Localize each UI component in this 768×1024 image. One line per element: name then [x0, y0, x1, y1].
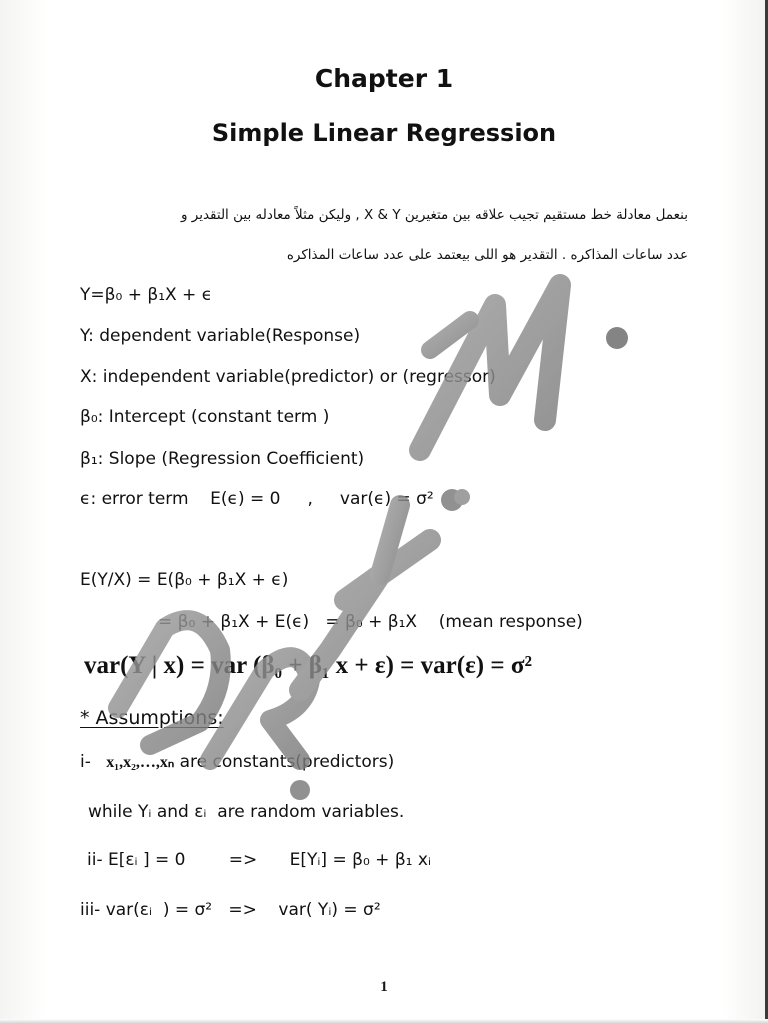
- variance-equation: var(Y | x) = var (β₀ + β₁ x + ε) = var(ε) = σ²: [84, 652, 532, 679]
- assumption-iii: iii- var(εᵢ ) = σ² => var( Yᵢ) = σ²: [80, 900, 381, 920]
- page-number: 1: [380, 979, 388, 995]
- assumptions-heading-text: * Assumptions:: [80, 707, 224, 729]
- assumption-i-label: i-: [80, 752, 91, 772]
- assumptions-heading: [80, 707, 224, 729]
- assumption-i: [80, 752, 394, 772]
- definition-y: Y: dependent variable(Response): [80, 326, 361, 346]
- definition-x: X: independent variable(predictor) or (regressor): [80, 367, 496, 387]
- arabic-intro-line-1: بنعمل معادلة خط مستقيم تجيب علاقه بين متغيرين X & Y , وليكن مثلاً معادله بين التقدير و: [180, 207, 688, 223]
- definition-error-term: ϵ: error term E(ϵ) = 0 , var(ϵ) = σ²: [80, 489, 434, 509]
- definition-slope: β₁: Slope (Regression Coefficient): [80, 449, 365, 469]
- regression-model-equation: Y=β₀ + β₁X + ϵ: [80, 285, 213, 305]
- expectation-line-1: E(Y/X) = E(β₀ + β₁X + ϵ): [80, 570, 289, 590]
- assumption-i-variables: x₁,x₂,…,xₙ: [106, 754, 175, 771]
- definition-intercept: β₀: Intercept (constant term ): [80, 407, 330, 427]
- assumption-i-text: are constants(predictors): [179, 752, 395, 772]
- assumption-i-continued: while Yᵢ and εᵢ are random variables.: [88, 802, 405, 822]
- assumption-ii: ii- E[εᵢ ] = 0 => E[Yᵢ] = β₀ + β₁ xᵢ: [87, 850, 431, 870]
- arabic-intro-line-2: عدد ساعات المذاكره . التقدير هو اللى بيعتمد على عدد ساعات المذاكره: [286, 247, 688, 263]
- expectation-line-2: = β₀ + β₁X + E(ϵ) = β₀ + β₁X (mean response): [158, 612, 583, 632]
- chapter-heading: Chapter 1: [314, 64, 454, 93]
- scan-edge-bottom: [0, 1019, 768, 1024]
- chapter-title: Simple Linear Regression: [211, 119, 557, 147]
